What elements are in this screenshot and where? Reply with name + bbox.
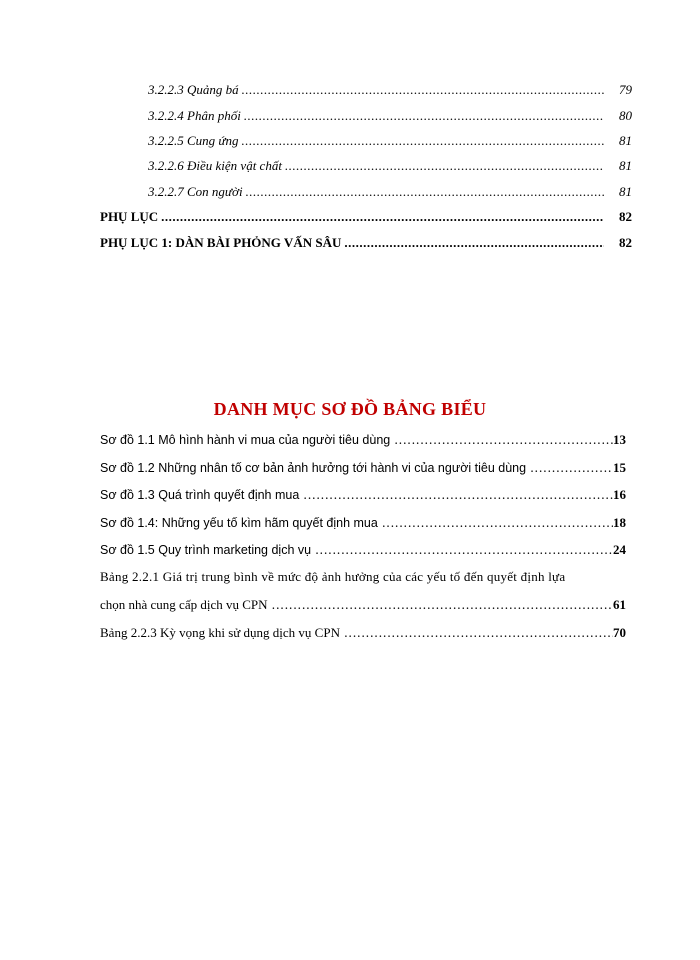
toc-entry-label: 3.2.2.5 Cung ứng (148, 133, 239, 148)
table-entry-first-line: Bảng 2.2.1 Giá trị trung bình về mức độ ảnh hưởng của các yếu tố đến quyết định lựa (100, 569, 566, 584)
toc-main-entry[interactable] (100, 209, 632, 225)
leader-dots (344, 626, 613, 640)
toc-entry-label: PHỤ LỤC 1: DÀN BÀI PHỎNG VẤN SÂU (100, 235, 342, 250)
table-entry[interactable] (100, 597, 626, 613)
toc-entry[interactable] (148, 133, 632, 149)
toc-entry[interactable] (148, 82, 632, 98)
leader-dots (394, 433, 613, 447)
toc-entry-label: 3.2.2.3 Quảng bá (148, 82, 239, 97)
figure-entry[interactable] (100, 487, 626, 503)
toc-entry-page: 81 (619, 158, 632, 173)
toc-entry-page: 82 (619, 235, 632, 250)
figure-entry[interactable] (100, 542, 626, 558)
figure-entry[interactable] (100, 432, 626, 448)
toc-entry-page: 81 (619, 133, 632, 148)
figure-entry[interactable] (100, 460, 626, 476)
figure-entry-page: 15 (613, 460, 626, 475)
figure-entry[interactable] (100, 515, 626, 531)
figure-entry-label: Sơ đồ 1.2 Những nhân tố cơ bản ảnh hưởng tới hành vi của người tiêu dùng (100, 461, 527, 475)
toc-entry[interactable] (148, 184, 632, 200)
toc-entry-label: PHỤ LỤC (100, 209, 159, 224)
leader-dots (242, 82, 604, 98)
toc-entry-page: 80 (619, 108, 632, 123)
table-entry-page: 61 (613, 597, 626, 612)
leader-dots (161, 209, 604, 225)
toc-main-entry[interactable] (100, 235, 632, 251)
figure-entry-page: 16 (613, 487, 626, 502)
leader-dots (285, 158, 604, 174)
figure-entry-label: Sơ đồ 1.1 Mô hình hành vi mua của người tiêu dùng (100, 433, 391, 447)
leader-dots (303, 488, 613, 502)
leader-dots (315, 543, 613, 557)
toc-entry-label: 3.2.2.4 Phân phối (148, 108, 241, 123)
figure-entry-label: Sơ đồ 1.4: Những yếu tố kìm hãm quyết định mua (100, 516, 378, 530)
toc-entry-label: 3.2.2.6 Điều kiện vật chất (148, 158, 282, 173)
toc-entry-page: 79 (619, 82, 632, 97)
toc-entry[interactable] (148, 108, 632, 124)
leader-dots (382, 516, 613, 530)
table-entry-label: Bảng 2.2.3 Kỳ vọng khi sử dụng dịch vụ CPN (100, 625, 340, 640)
leader-dots (344, 235, 604, 251)
figure-entry-page: 24 (613, 542, 626, 557)
leader-dots (246, 184, 604, 200)
table-entry-page: 70 (613, 625, 626, 640)
toc-entry-page: 81 (619, 184, 632, 199)
figure-entry-label: Sơ đồ 1.5 Quy trình marketing dịch vụ (100, 543, 312, 557)
figure-entry-page: 13 (613, 432, 626, 447)
table-entry[interactable] (100, 625, 626, 641)
table-entry-label: chọn nhà cung cấp dịch vụ CPN (100, 597, 268, 612)
leader-dots (272, 598, 613, 612)
leader-dots (242, 133, 604, 149)
leader-dots (530, 461, 613, 475)
toc-entry-label: 3.2.2.7 Con người (148, 184, 243, 199)
toc-entry[interactable] (148, 158, 632, 174)
figure-entry-page: 18 (613, 515, 626, 530)
leader-dots (244, 108, 604, 124)
toc-entry-page: 82 (619, 209, 632, 224)
figures-list-title: DANH MỤC SƠ ĐỒ BẢNG BIỂU (213, 399, 487, 419)
figure-entry-label: Sơ đồ 1.3 Quá trình quyết định mua (100, 488, 300, 502)
